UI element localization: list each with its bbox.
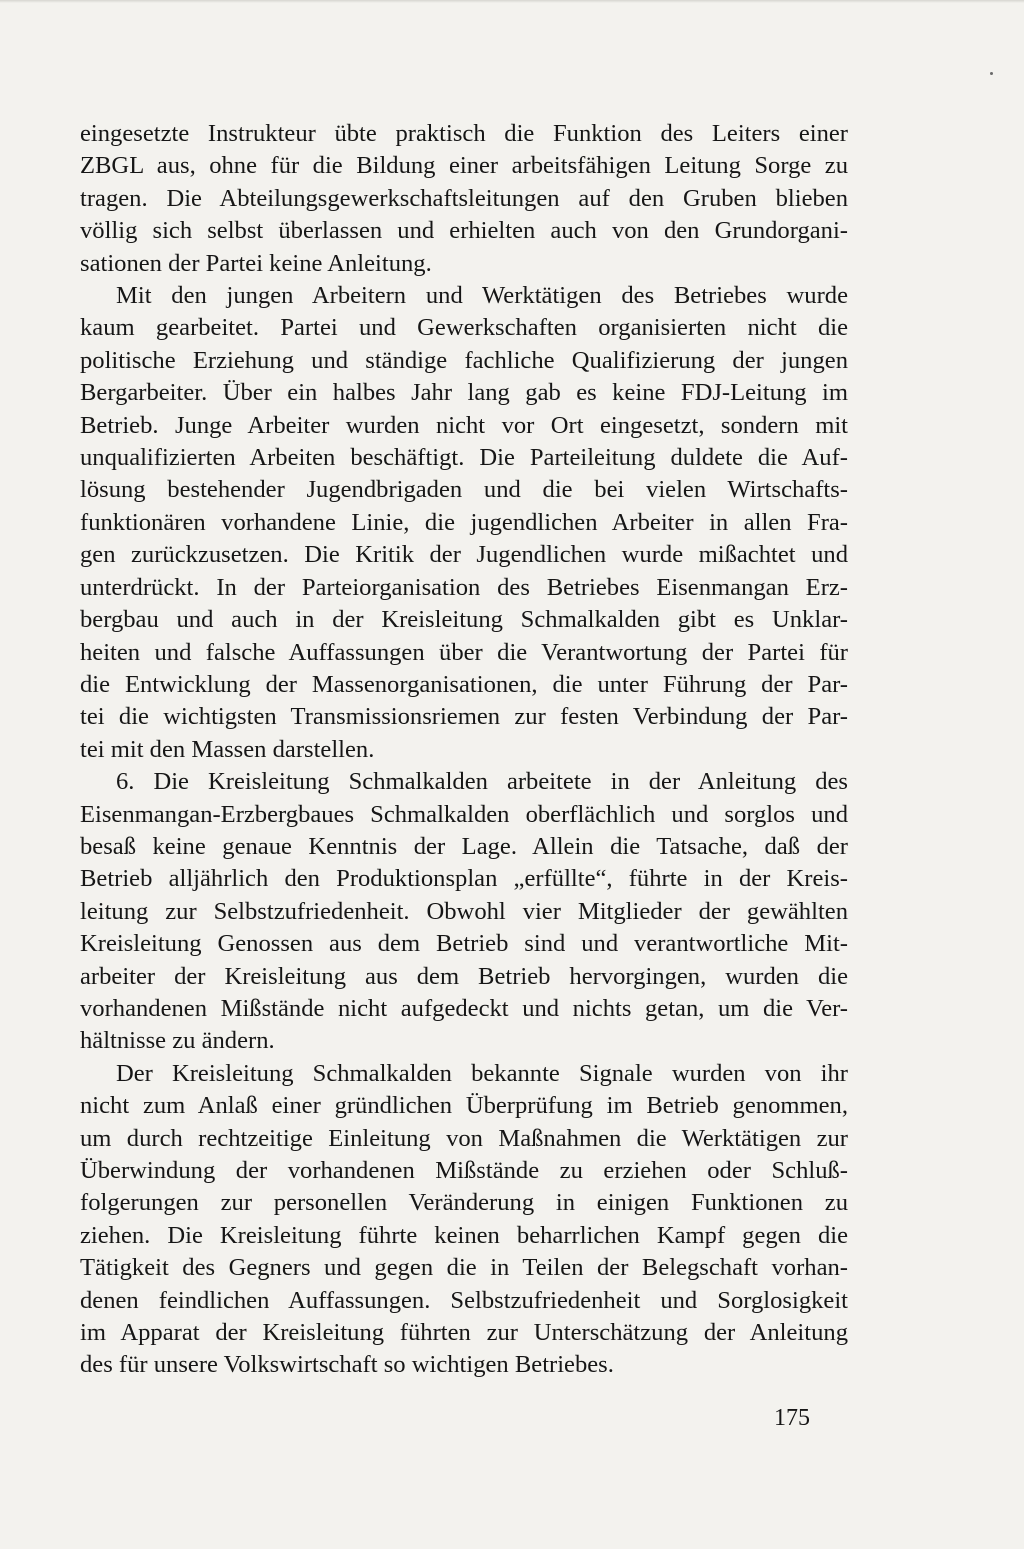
page-top-edge: [0, 0, 1024, 3]
text-line: denen feindlichen Auffassungen. Selbstzufriedenheit und Sorglosigkeit: [80, 1286, 848, 1314]
text-line: Überwindung der vorhandenen Mißstände zu erziehen oder Schluß-: [80, 1157, 848, 1184]
text-line: um durch rechtzeitige Einleitung von Maßnahmen die Werktätigen zur: [80, 1124, 848, 1152]
paragraph: [80, 118, 848, 280]
text-line: Betrieb alljährlich den Produktionsplan „erfüllte“, führte in der Kreis-: [80, 865, 848, 893]
text-line: völlig sich selbst überlassen und erhielten auch von den Grundorgani-: [80, 217, 848, 245]
text-line: 6. Die Kreisleitung Schmalkalden arbeitete in der Anleitung des: [116, 768, 848, 796]
text-line: politische Erziehung und ständige fachliche Qualifizierung der jungen: [80, 346, 848, 374]
text-line: tei mit den Massen darstellen.: [80, 735, 375, 763]
scan-speck: [990, 72, 993, 75]
text-line: ZBGL aus, ohne für die Bildung einer arbeitsfähigen Leitung Sorge zu: [80, 152, 848, 180]
text-line: Tätigkeit des Gegners und gegen die in Teilen der Belegschaft vorhan-: [80, 1254, 848, 1282]
text-line: des für unsere Volkswirtschaft so wichtigen Betriebes.: [80, 1351, 614, 1379]
text-line: unqualifizierten Arbeiten beschäftigt. Die Parteileitung duldete die Auf-: [80, 444, 848, 472]
text-line: tei die wichtigsten Transmissionsriemen zur festen Verbindung der Par-: [80, 703, 848, 731]
text-line: heiten und falsche Auffassungen über die Verantwortung der Partei für: [80, 638, 848, 666]
page-number: 175: [774, 1405, 810, 1431]
paragraph: [80, 280, 848, 766]
text-line: bergbau und auch in der Kreisleitung Schmalkalden gibt es Unklar-: [80, 606, 848, 634]
text-line: folgerungen zur personellen Veränderung in einigen Funktionen zu: [80, 1189, 848, 1217]
text-line: tragen. Die Abteilungsgewerkschaftsleitungen auf den Gruben blieben: [80, 184, 848, 212]
text-line: Mit den jungen Arbeitern und Werktätigen des Betriebes wurde: [116, 282, 848, 310]
text-line: hältnisse zu ändern.: [80, 1027, 275, 1055]
text-line: funktionären vorhandene Linie, die jugendlichen Arbeiter in allen Fra-: [80, 508, 848, 536]
text-line: eingesetzte Instrukteur übte praktisch die Funktion des Leiters einer: [80, 120, 848, 147]
text-line: sationen der Partei keine Anleitung.: [80, 249, 432, 277]
paragraph: [80, 1058, 848, 1382]
text-line: Eisenmangan-Erzbergbaues Schmalkalden oberflächlich und sorglos und: [80, 800, 848, 828]
text-line: nicht zum Anlaß einer gründlichen Überprüfung im Betrieb genommen,: [80, 1092, 848, 1120]
text-line: vorhandenen Mißstände nicht aufgedeckt und nichts getan, um die Ver-: [80, 994, 848, 1022]
text-line: im Apparat der Kreisleitung führten zur Unterschätzung der Anleitung: [80, 1319, 848, 1347]
text-line: Der Kreisleitung Schmalkalden bekannte Signale wurden von ihr: [116, 1059, 848, 1087]
text-line: arbeiter der Kreisleitung aus dem Betrieb hervorgingen, wurden die: [80, 962, 848, 990]
page-body: [80, 118, 848, 1382]
text-line: lösung bestehender Jugendbrigaden und die bei vielen Wirtschafts-: [80, 476, 848, 504]
text-line: gen zurückzusetzen. Die Kritik der Jugendlichen wurde mißachtet und: [80, 541, 848, 569]
text-line: Betrieb. Junge Arbeiter wurden nicht vor Ort eingesetzt, sondern mit: [80, 411, 848, 439]
paragraph: [80, 766, 848, 1058]
text-line: leitung zur Selbstzufriedenheit. Obwohl vier Mitglieder der gewählten: [80, 897, 848, 925]
text-line: besaß keine genaue Kenntnis der Lage. Allein die Tatsache, daß der: [80, 832, 848, 860]
text-line: Kreisleitung Genossen aus dem Betrieb sind und verantwortliche Mit-: [80, 930, 848, 958]
text-line: ziehen. Die Kreisleitung führte keinen beharrlichen Kampf gegen die: [80, 1221, 848, 1249]
text-line: kaum gearbeitet. Partei und Gewerkschaften organisierten nicht die: [80, 314, 848, 342]
text-line: Bergarbeiter. Über ein halbes Jahr lang gab es keine FDJ-Leitung im: [80, 379, 848, 407]
text-line: unterdrückt. In der Parteiorganisation des Betriebes Eisenmangan Erz-: [80, 573, 848, 601]
text-line: die Entwicklung der Massenorganisationen, die unter Führung der Par-: [80, 670, 848, 698]
